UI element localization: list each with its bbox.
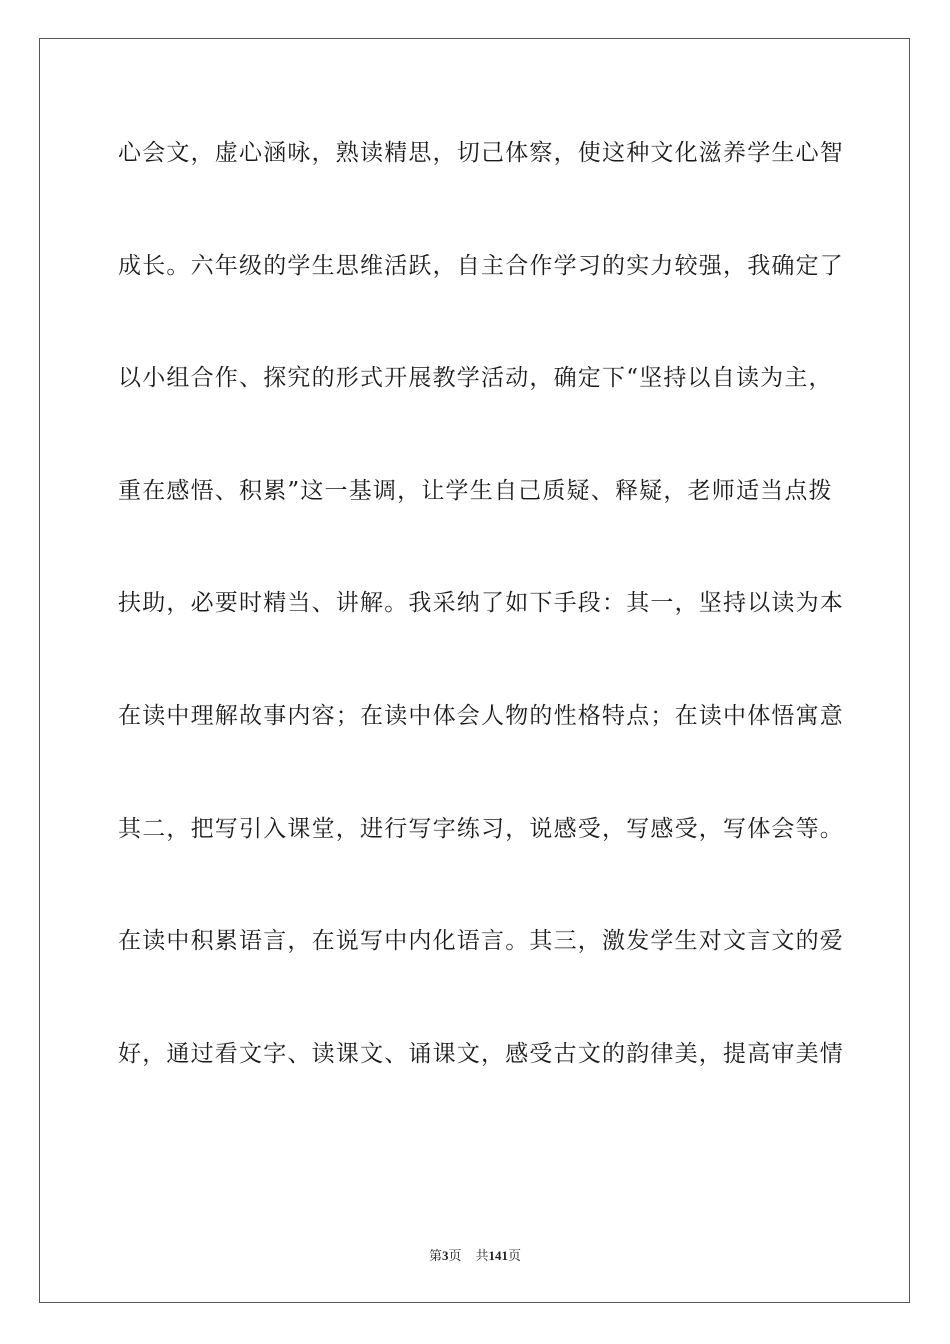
- page-prefix: 第: [428, 1248, 442, 1263]
- total-pages: 141: [488, 1248, 509, 1263]
- total-prefix: 共: [475, 1248, 489, 1263]
- document-body: [118, 124, 844, 1137]
- page-footer: [0, 1245, 950, 1264]
- text-line-1: 心会文，虚心涵咏，熟读精思，切己体察，使这种文化滋养学生心智: [118, 140, 844, 166]
- total-suffix: 页: [508, 1248, 522, 1263]
- text-line-3: 以小组合作、探究的形式开展教学活动，确定下“坚持以自读为主，: [118, 365, 833, 392]
- page-suffix: 页: [448, 1248, 462, 1263]
- text-line-8: 在读中积累语言，在说写中内化语言。其三，激发学生对文言文的爱: [118, 928, 844, 955]
- text-line-5: 扶助，必要时精当、讲解。我采纳了如下手段：其一，坚持以读为本: [118, 590, 844, 617]
- text-line-4: 重在感悟、积累”这一基调，让学生自己质疑、释疑，老师适当点拨: [118, 477, 833, 504]
- text-line-2: 成长。六年级的学生思维活跃，自主合作学习的实力较强，我确定了: [118, 252, 844, 279]
- page-number: 3: [441, 1248, 449, 1263]
- text-line-7: 其二，把写引入课堂，进行写字练习，说感受，写感受，写体会等。: [118, 815, 844, 842]
- text-line-9: 好，通过看文字、读课文、诵课文，感受古文的韵律美，提高审美情: [118, 1040, 844, 1067]
- text-line-6: 在读中理解故事内容；在读中体会人物的性格特点；在读中体悟寓意: [118, 702, 844, 729]
